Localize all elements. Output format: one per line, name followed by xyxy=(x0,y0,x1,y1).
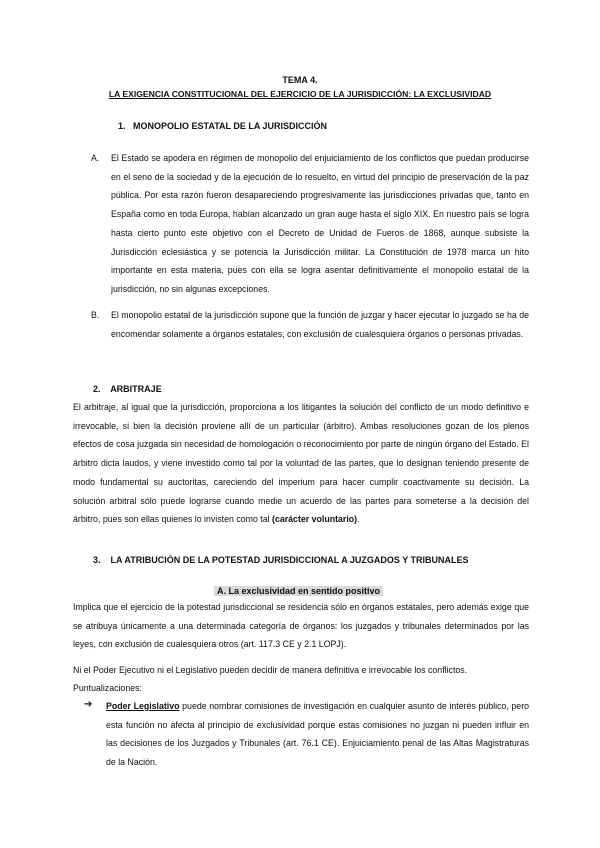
section-3-para1: Implica que el ejercicio de la potestad jurisdiccional se residencia sólo en órganos estatales, pero además exige que se atribuya únicamente a una determinada categoría de órganos: los juzgados y tribunales determinados por las leyes, con exclusión de cualesquiera otros (art. 117.3 CE y 2.1 LOPJ). xyxy=(73,602,529,650)
document-title: TEMA 4. xyxy=(282,75,318,85)
document-subtitle: LA EXIGENCIA CONSTITUCIONAL DEL EJERCICIO DE LA JURISDICCIÓN: LA EXCLUSIVIDAD xyxy=(108,89,492,99)
section-3-number: 3. xyxy=(93,555,101,565)
bullet-text: puede nombrar comisiones de investigación en cualquier asunto de interés público, pero esta función no afecta al principio de exclusividad porque estas comisiones no juzgan ni pueden influir en las decisiones de los Juzgados y Tribunales (art. 76.1 CE). Enjuiciamiento penal de las Altas Magistraturas de la Nación. xyxy=(106,701,530,768)
section-2-text xyxy=(73,398,529,529)
section-2-body: El arbitraje, al igual que la jurisdicción, proporciona a los litigantes la solución del conflicto de un modo definitivo e irrevocable, si bien la decisión proviene allí de un particular (árbitro). Ambas resoluciones gozan de los plenos efectos de cosa juzgada sin necesidad de homologación o reconocimiento por parte de ningún órgano del Estado. El árbitro dicta laudos, y viene investido como tal por la voluntad de las partes, que lo designan teniendo presente de modo fundamental su auctoritas, careciendo del imperium para hacer cumplir coactivamente su decisión. La solución arbitral sólo puede lograrse cuando medie un acuerdo de las partes para someterse a la decisión del árbitro, pues son ellas quienes lo invisten como tal xyxy=(73,402,529,525)
bullet-bold-label: Poder Legislativo xyxy=(106,701,180,711)
item-a-text: El Estado se apodera en régimen de monopolio del enjuiciamiento de los conflictos que puedan producirse en el seno de la sociedad y de la ejecución de lo resuelto, en virtud del principio de preservación de la paz pública. Por esta razón fueron desapareciendo progresivamente las jurisdicciones privadas que, tanto en España como en toda Europa, habían alcanzado un gran auge hasta el siglo XIX. En nuestro país se logra hasta cierto punto este objetivo con el Decreto de Unidad de Fueros de 1868, aunque subsiste la Jurisdicción eclesiástica y se potencia la Jurisdicción militar. La Constitución de 1978 marca un hito importante en esta materia, pues con ella se logra asentar definitivamente el monopolio estatal de la jurisdicción, no sin algunas excepciones. xyxy=(111,153,529,294)
section-2-number: 2. xyxy=(93,384,101,394)
item-b-text: El monopolio estatal de la jurisdicción supone que la función de juzgar y hacer ejecutar lo juzgado se ha de encomendar solamente a órganos estatales, con exclusión de cualesquiera órganos o personas privadas. xyxy=(111,310,529,339)
section-3-para2: Ni el Poder Ejecutivo ni el Legislativo pueden decidir de manera definitiva e irrevocable los conflictos. xyxy=(73,665,468,675)
item-a-marker: A. xyxy=(91,153,100,163)
section-1-heading xyxy=(118,121,327,131)
subsection-a-heading: A. La exclusividad en sentido positivo xyxy=(214,586,383,596)
section-3-heading xyxy=(93,555,469,565)
section-3-title: LA ATRIBUCIÓN DE LA POTESTAD JURISDICCIONAL A JUZGADOS Y TRIBUNALES xyxy=(110,555,469,565)
section-2-end: . xyxy=(357,514,360,525)
section-3-para3: Puntualizaciones: xyxy=(73,683,142,693)
section-1-title: MONOPOLIO ESTATAL DE LA JURISDICCIÓN xyxy=(133,121,328,131)
section-2-bold-tail: (carácter voluntario) xyxy=(272,514,358,525)
arrow-right-icon: ➔ xyxy=(84,699,93,710)
item-b-marker: B. xyxy=(91,310,100,320)
section-1-number: 1. xyxy=(118,121,126,131)
section-2-heading xyxy=(93,384,162,394)
bullet-poder-legislativo xyxy=(106,697,529,772)
section-2-title: ARBITRAJE xyxy=(110,384,162,394)
